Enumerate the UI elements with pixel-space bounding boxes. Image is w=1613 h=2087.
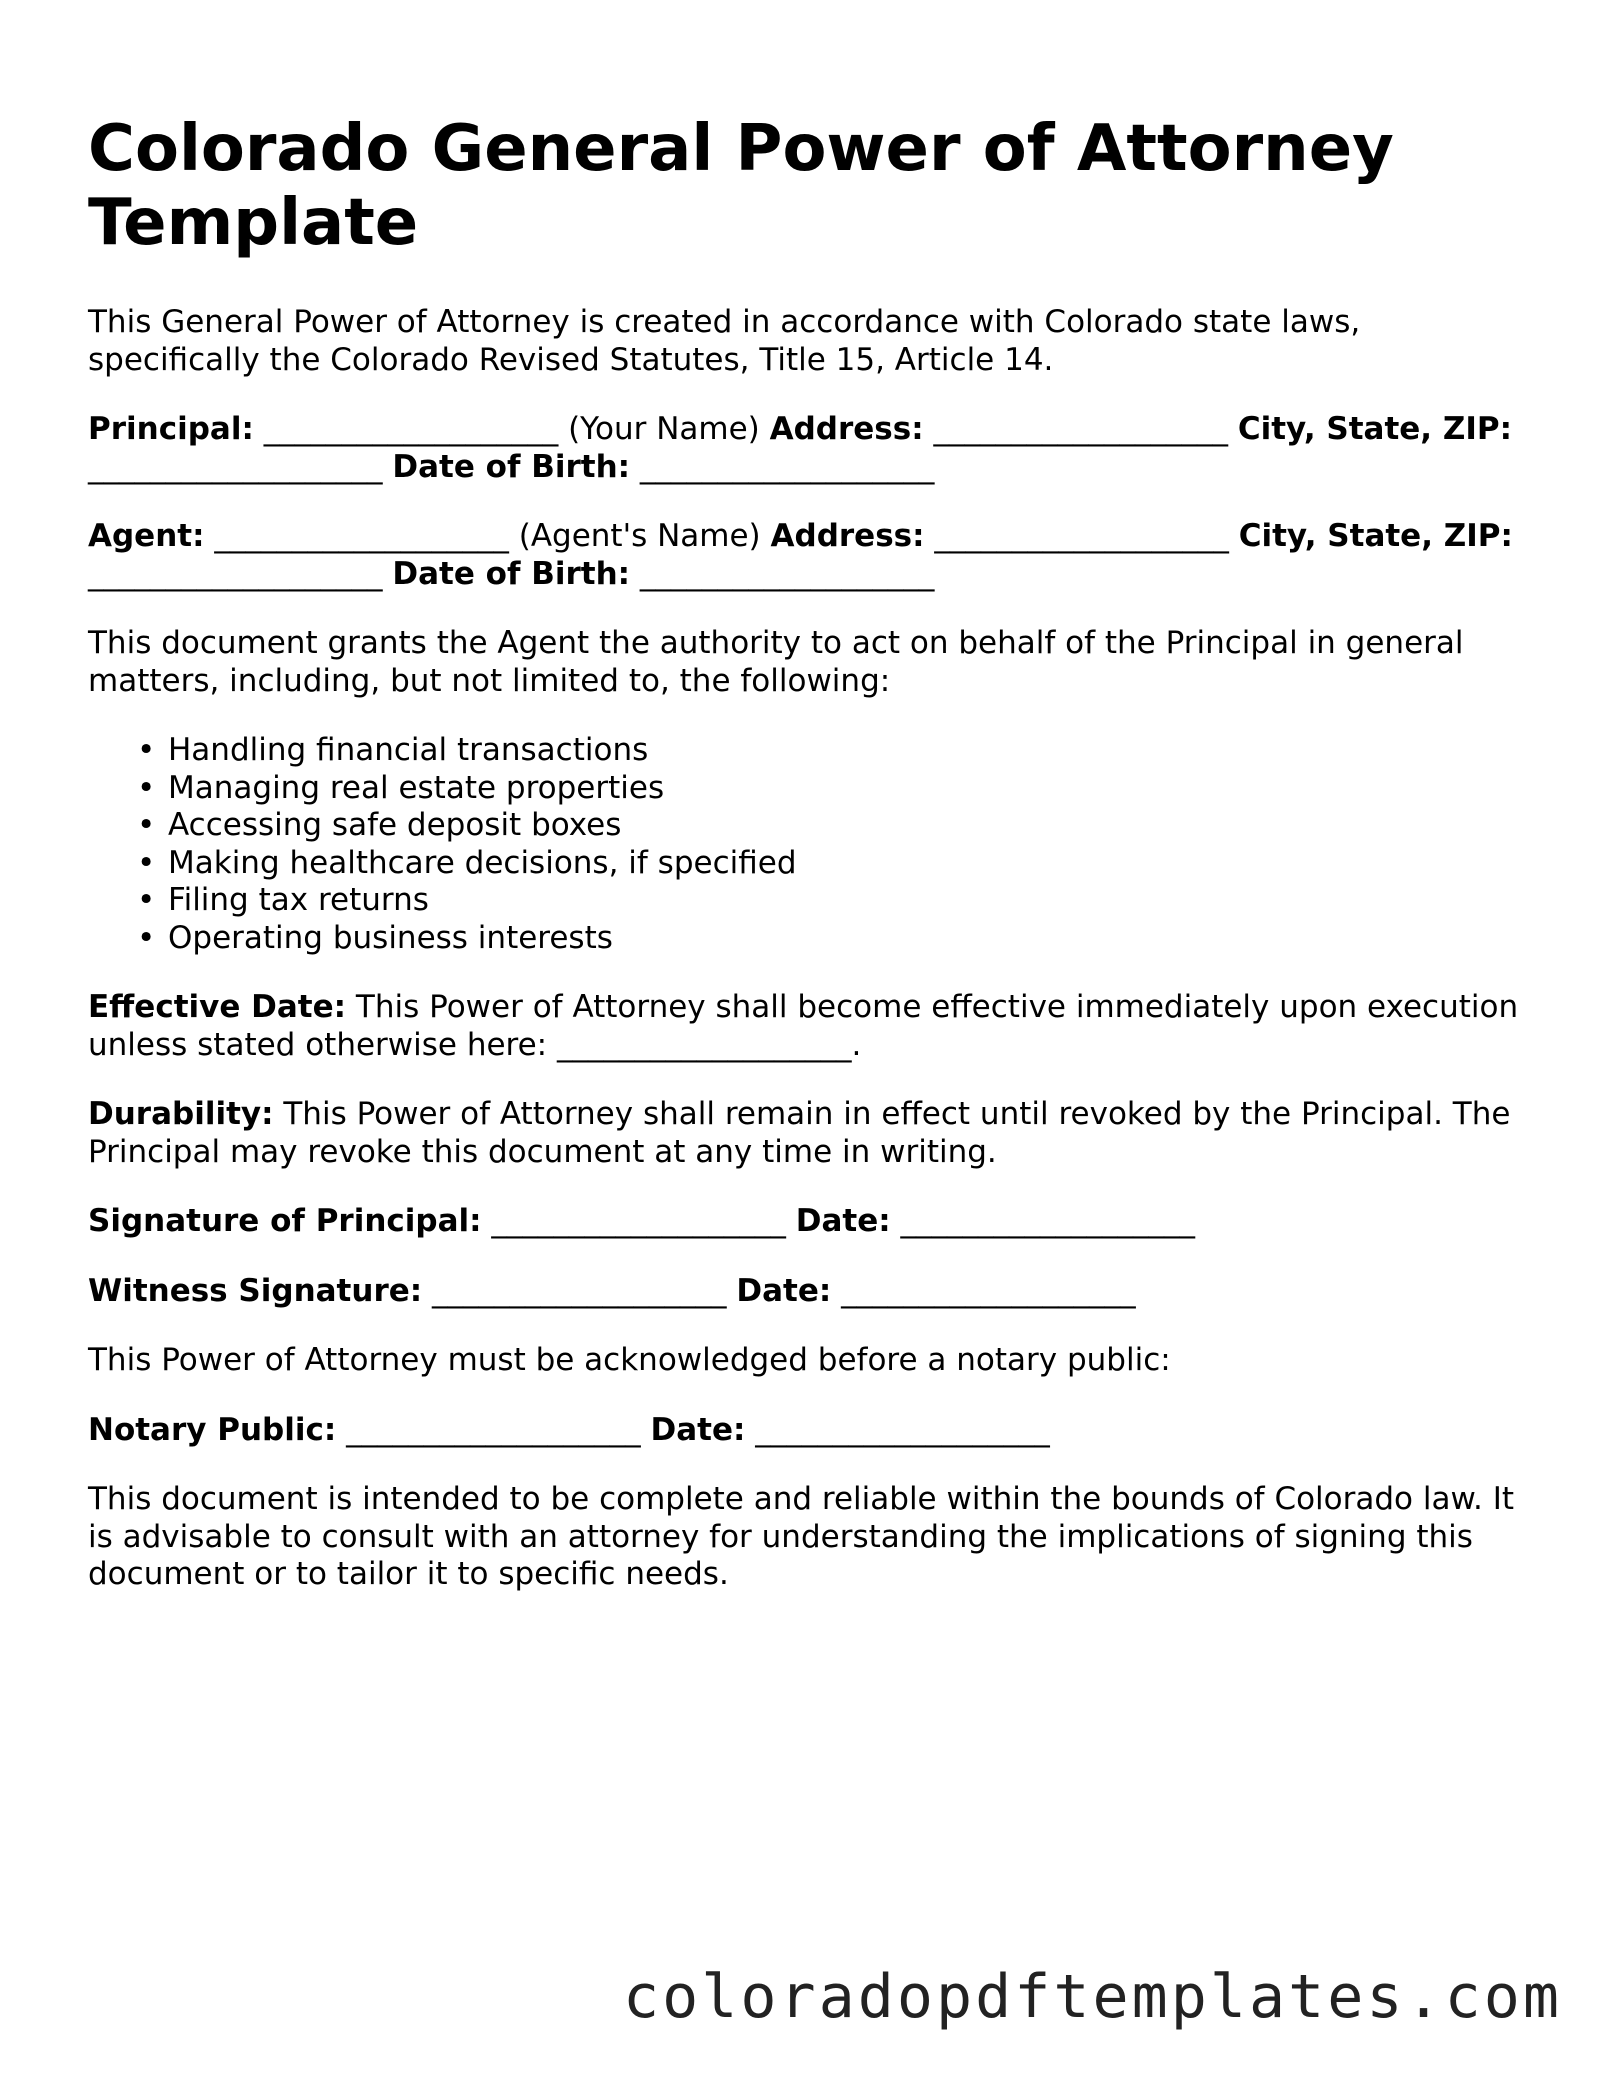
principal-city-field[interactable]: ___________________ <box>88 448 383 485</box>
effective-date-text: This Power of Attorney shall become effective immediately upon execution unless stated otherwise here: <box>88 989 1519 1063</box>
notary-date-label: Date: <box>650 1411 746 1448</box>
principal-name-hint: (Your Name) <box>568 411 760 447</box>
durability-text: This Power of Attorney shall remain in effect until revoked by the Principal. The Principal may revoke this document at any time in writing. <box>88 1096 1511 1170</box>
list-item: • Managing real estate properties <box>137 769 665 806</box>
principal-name-field[interactable]: ___________________ <box>263 411 559 447</box>
intro-paragraph: This General Power of Attorney is created in accordance with Colorado state laws, specifically the Colorado Revised Statutes, Title 15, Article 14. <box>88 304 1361 378</box>
document <box>88 112 1528 1594</box>
principal-dob-field[interactable]: ___________________ <box>639 448 935 485</box>
list-item: • Handling financial transactions <box>137 732 649 768</box>
powers-list <box>88 732 1528 957</box>
agent-label: Agent: <box>88 518 205 554</box>
principal-signature-date-label: Date: <box>795 1203 891 1239</box>
notary-date-field[interactable]: ___________________ <box>755 1411 1050 1448</box>
agent-city-label: City, State, ZIP: <box>1238 518 1513 554</box>
effective-date-section <box>88 989 1528 1064</box>
agent-city-field[interactable]: ___________________ <box>88 555 383 592</box>
principal-section <box>88 411 1528 486</box>
authority-paragraph: This document grants the Agent the authority to act on behalf of the Principal in general matters, including, but not limited to, the following: <box>88 625 1464 699</box>
agent-dob-field[interactable]: ___________________ <box>639 555 935 592</box>
page-title: Colorado General Power of Attorney Template <box>88 112 1394 260</box>
list-item: • Making healthcare decisions, if specified <box>137 844 797 881</box>
agent-dob-label: Date of Birth: <box>392 555 631 592</box>
closing-paragraph: This document is intended to be complete and reliable within the bounds of Colorado law. It is advisable to consult with an attorney for understanding the implications of signing this document or to tailor it to specific needs. <box>88 1481 1514 1592</box>
agent-address-field[interactable]: ___________________ <box>934 518 1229 554</box>
agent-name-hint: (Agent's Name) <box>518 518 761 554</box>
principal-signature-line <box>88 1203 1528 1241</box>
durability-label: Durability: <box>88 1096 274 1132</box>
witness-signature-label: Witness Signature: <box>88 1272 423 1309</box>
agent-address-label: Address: <box>770 518 925 554</box>
notary-field[interactable]: ___________________ <box>346 1411 641 1448</box>
watermark-text: coloradopdftemplates.com <box>623 1962 1562 2032</box>
effective-date-label: Effective Date: <box>88 989 347 1025</box>
principal-city-label: City, State, ZIP: <box>1237 411 1512 447</box>
bullet-icon: • <box>137 732 156 768</box>
bullet-icon: • <box>137 844 156 881</box>
principal-signature-date-field[interactable]: ___________________ <box>900 1203 1196 1239</box>
effective-date-period: . <box>851 1026 862 1063</box>
notary-line <box>88 1412 1528 1450</box>
effective-date-field[interactable]: ___________________ <box>557 1026 852 1063</box>
bullet-icon: • <box>137 919 156 956</box>
notary-label: Notary Public: <box>88 1411 337 1448</box>
bullet-icon: • <box>137 807 156 843</box>
agent-name-field[interactable]: ___________________ <box>214 518 509 554</box>
list-item: • Operating business interests <box>137 919 613 956</box>
principal-dob-label: Date of Birth: <box>392 448 631 485</box>
witness-date-field[interactable]: ___________________ <box>841 1272 1136 1309</box>
notary-intro: This Power of Attorney must be acknowledged before a notary public: <box>88 1342 1171 1378</box>
principal-signature-label: Signature of Principal: <box>88 1203 482 1239</box>
list-item: • Filing tax returns <box>137 882 429 918</box>
principal-address-label: Address: <box>769 411 924 447</box>
durability-section <box>88 1096 1528 1171</box>
principal-signature-field[interactable]: ___________________ <box>491 1203 786 1239</box>
bullet-icon: • <box>137 882 156 918</box>
agent-section <box>88 518 1528 593</box>
principal-address-field[interactable]: ___________________ <box>933 411 1228 447</box>
witness-signature-field[interactable]: ___________________ <box>432 1272 727 1309</box>
witness-date-label: Date: <box>736 1272 832 1309</box>
witness-signature-line <box>88 1273 1528 1311</box>
list-item: • Accessing safe deposit boxes <box>137 807 622 843</box>
principal-label: Principal: <box>88 411 254 447</box>
bullet-icon: • <box>137 769 156 806</box>
